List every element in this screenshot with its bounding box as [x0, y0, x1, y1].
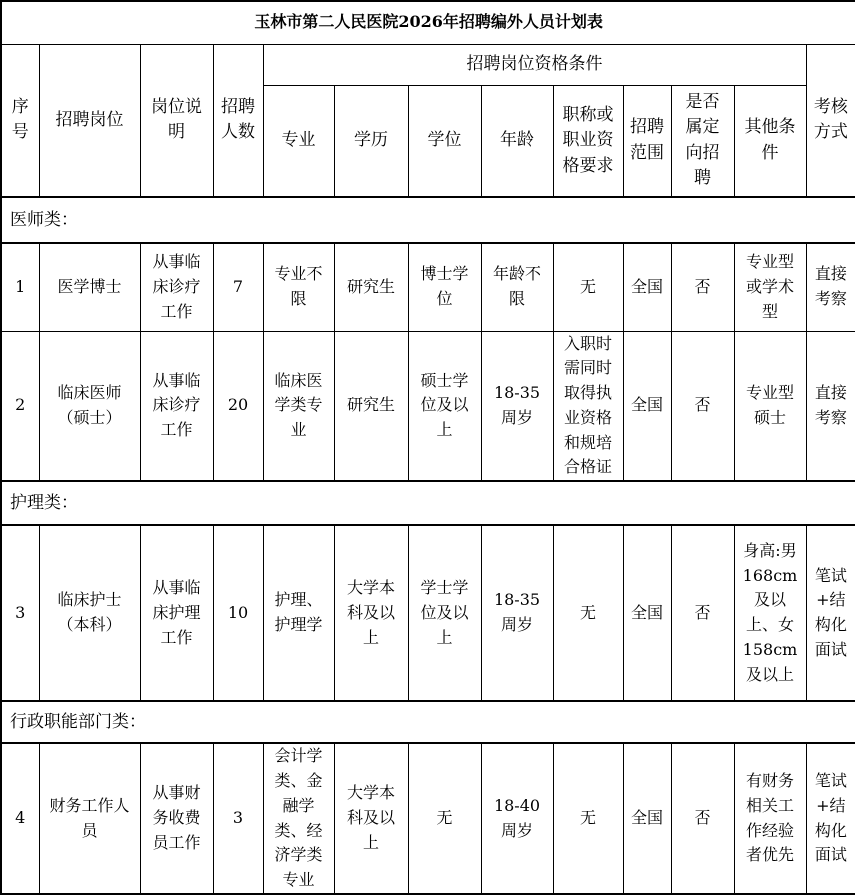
table-row	[1, 243, 855, 331]
table-cell: 全国	[623, 243, 671, 331]
table-cell: 1	[1, 243, 39, 331]
table-cell: 专业不限	[263, 243, 334, 331]
table-cell: 全国	[623, 525, 671, 701]
section-header-nurses	[1, 481, 855, 525]
table-cell: 临床医师（硕士）	[39, 331, 140, 481]
col-header-title-cert: 职称或职业资格要求	[553, 85, 623, 197]
table-cell: 硕士学位及以上	[408, 331, 481, 481]
table-cell: 4	[1, 743, 39, 894]
header-row-group	[1, 44, 855, 85]
table-cell: 专业型硕士	[734, 331, 806, 481]
table-cell: 无	[408, 743, 481, 894]
table-cell: 18-35周岁	[481, 331, 553, 481]
table-row	[1, 743, 855, 894]
table-cell: 医学博士	[39, 243, 140, 331]
table-cell: 全国	[623, 743, 671, 894]
col-header-seq: 序号	[1, 44, 39, 197]
table-cell: 10	[213, 525, 263, 701]
table-cell: 18-40周岁	[481, 743, 553, 894]
table-title: 玉林市第二人民医院2026年招聘编外人员计划表	[1, 1, 855, 44]
table-cell: 入职时需同时取得执业资格和规培合格证	[553, 331, 623, 481]
col-header-assessment: 考核方式	[806, 44, 855, 197]
table-cell: 财务工作人员	[39, 743, 140, 894]
table-cell: 3	[1, 525, 39, 701]
table-cell: 研究生	[334, 331, 408, 481]
table-cell: 无	[553, 743, 623, 894]
table-cell: 20	[213, 331, 263, 481]
table-cell: 3	[213, 743, 263, 894]
table-cell: 大学本科及以上	[334, 743, 408, 894]
table-cell: 否	[671, 243, 734, 331]
section-header-admin	[1, 701, 855, 743]
table-cell: 笔试+结构化面试	[806, 525, 855, 701]
table-cell: 临床护士（本科）	[39, 525, 140, 701]
col-header-headcount: 招聘人数	[213, 44, 263, 197]
table-cell: 年龄不限	[481, 243, 553, 331]
table-cell: 学士学位及以上	[408, 525, 481, 701]
table-cell: 身高:男168cm及以上、女158cm及以上	[734, 525, 806, 701]
col-header-major: 专业	[263, 85, 334, 197]
table-cell: 否	[671, 525, 734, 701]
table-cell: 研究生	[334, 243, 408, 331]
group-header-qualifications: 招聘岗位资格条件	[263, 44, 806, 85]
col-header-post: 招聘岗位	[39, 44, 140, 197]
col-header-targeted: 是否属定向招聘	[671, 85, 734, 197]
title-row	[1, 1, 855, 44]
table-cell: 笔试+结构化面试	[806, 743, 855, 894]
section-label: 护理类：	[1, 481, 855, 525]
col-header-education: 学历	[334, 85, 408, 197]
table-cell: 7	[213, 243, 263, 331]
table-row	[1, 331, 855, 481]
table-cell: 从事临床诊疗工作	[140, 243, 213, 331]
table-cell: 有财务相关工作经验者优先	[734, 743, 806, 894]
table-cell: 从事临床诊疗工作	[140, 331, 213, 481]
col-header-age: 年龄	[481, 85, 553, 197]
table-cell: 临床医学类专业	[263, 331, 334, 481]
table-cell: 无	[553, 243, 623, 331]
table-cell: 2	[1, 331, 39, 481]
section-label: 行政职能部门类：	[1, 701, 855, 743]
table-cell: 直接考察	[806, 243, 855, 331]
table-cell: 无	[553, 525, 623, 701]
table-cell: 否	[671, 743, 734, 894]
section-label: 医师类：	[1, 197, 855, 243]
col-header-degree: 学位	[408, 85, 481, 197]
table-cell: 博士学位	[408, 243, 481, 331]
table-cell: 18-35周岁	[481, 525, 553, 701]
table-cell: 全国	[623, 331, 671, 481]
table-cell: 直接考察	[806, 331, 855, 481]
table-cell: 专业型或学术型	[734, 243, 806, 331]
table-row	[1, 525, 855, 701]
col-header-other: 其他条件	[734, 85, 806, 197]
col-header-scope: 招聘范围	[623, 85, 671, 197]
table-cell: 否	[671, 331, 734, 481]
table-cell: 从事临床护理工作	[140, 525, 213, 701]
section-header-doctors	[1, 197, 855, 243]
table-cell: 护理、护理学	[263, 525, 334, 701]
table-cell: 大学本科及以上	[334, 525, 408, 701]
table-cell: 会计学类、金融学类、经济学类专业	[263, 743, 334, 894]
table-cell: 从事财务收费员工作	[140, 743, 213, 894]
col-header-post-desc: 岗位说明	[140, 44, 213, 197]
